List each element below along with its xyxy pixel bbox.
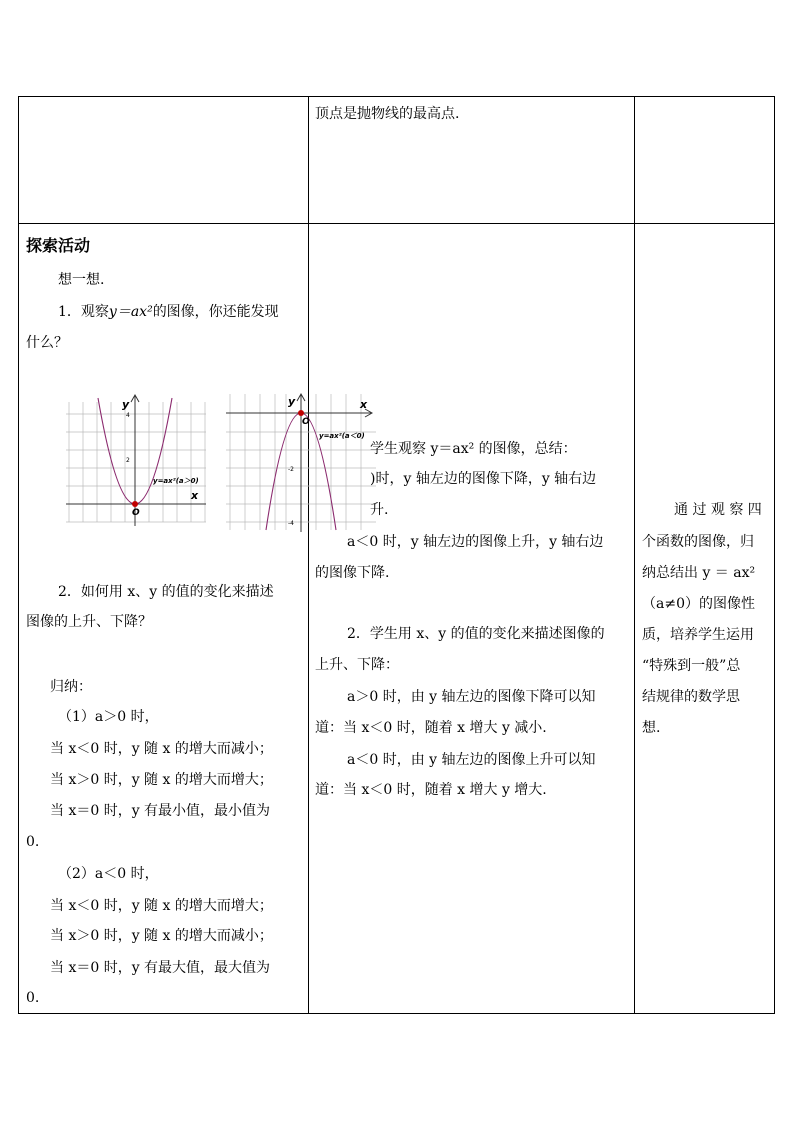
- table-border-col1: [308, 96, 309, 1014]
- q1-prefix: 1．观察: [58, 304, 109, 320]
- middle-para-2-line-2: 升.: [370, 502, 389, 518]
- middle-para-1: 学生观察 y＝ax² 的图像，总结：: [370, 441, 577, 457]
- middle-para-4-line-1: 2．学生用 x、y 的值的变化来描述图像的: [347, 626, 605, 642]
- middle-para-6-line-2: 道：当 x＜0 时，随着 x 增大 y 增大.: [315, 782, 547, 798]
- middle-para-2-line-1: )时，y 轴左边的图像下降，y 轴右边: [370, 471, 597, 487]
- graph1-x-label: x: [191, 489, 199, 502]
- summary-label: 归纳：: [50, 679, 92, 695]
- case-1-line-2: 当 x＞0 时，y 随 x 的增大而增大；: [50, 772, 273, 788]
- middle-para-5-line-2: 道：当 x＜0 时，随着 x 增大 y 减小.: [315, 720, 547, 736]
- row1-middle-text: 顶点是抛物线的最高点.: [315, 106, 460, 122]
- case-2-line-1: 当 x＜0 时，y 随 x 的增大而增大；: [50, 898, 273, 914]
- graph1-vertex-dot: [132, 501, 138, 507]
- table-border-col2: [634, 96, 635, 1014]
- right-line-6: “特殊到一般”总: [642, 658, 741, 674]
- q1-suffix: 的图像，你还能发现: [152, 304, 279, 320]
- table-border-top: [18, 96, 775, 97]
- graph1-tick-top: 4: [126, 412, 130, 419]
- right-line-7: 结规律的数学思: [642, 689, 740, 705]
- case-2-line-3: 当 x＝0 时，y 有最大值，最大值为: [50, 960, 271, 976]
- graph1-tick-mid: 2: [126, 457, 130, 464]
- graph2-y-label: y: [288, 395, 296, 408]
- middle-para-5-line-1: a＞0 时，由 y 轴左边的图像下降可以知: [347, 689, 596, 705]
- table-border-row-divider: [18, 223, 775, 224]
- right-line-3: 纳总结出 y ＝ ax²: [642, 565, 756, 581]
- section-heading: 探索活动: [26, 236, 91, 255]
- right-line-2: 个函数的图像，归: [642, 534, 754, 550]
- middle-para-3-line-1: a＜0 时，y 轴左边的图像上升，y 轴右边: [347, 534, 604, 550]
- right-line-1: 通 过 观 察 四: [674, 502, 762, 518]
- graph1-caption: y=ax²(a＞0): [153, 477, 199, 485]
- graph2-tick-bottom: -4: [288, 520, 294, 527]
- graph-parabola-up: [66, 394, 206, 529]
- graph2-x-label: x: [360, 398, 368, 411]
- case-2-line-2: 当 x＞0 时，y 随 x 的增大而减小；: [50, 928, 273, 944]
- q1-formula: y＝ax²: [108, 304, 153, 320]
- graph2-vertex-dot: [298, 410, 304, 416]
- question-2-line-1: 2．如何用 x、y 的值的变化来描述: [58, 584, 274, 600]
- middle-para-6-line-1: a＜0 时，由 y 轴左边的图像上升可以知: [347, 752, 596, 768]
- graph1-y-label: y: [122, 398, 130, 411]
- graph-parabola-down: [226, 392, 376, 532]
- question-1-line-1: [58, 302, 279, 322]
- question-1-line-2: 什么？: [26, 335, 68, 351]
- middle-para-3-line-2: 的图像下降.: [315, 565, 390, 581]
- question-2-line-2: 图像的上升、下降？: [26, 614, 152, 630]
- case-1-title: （1）a＞0 时，: [58, 709, 159, 725]
- right-line-8: 想.: [642, 720, 661, 736]
- graph2-tick-mid: -2: [288, 466, 294, 473]
- case-2-title: （2）a＜0 时，: [58, 866, 159, 882]
- graph2-origin-label: O: [302, 417, 310, 427]
- right-line-5: 质，培养学生运用: [642, 627, 754, 643]
- table-border-bottom: [18, 1013, 775, 1014]
- think-label: 想一想.: [58, 272, 105, 288]
- graph1-origin-label: O: [132, 508, 140, 518]
- right-line-4: （a≠0）的图像性: [642, 596, 755, 612]
- table-border-left: [18, 96, 19, 1014]
- case-2-line-4: 0.: [26, 990, 40, 1006]
- graph2-caption: y=ax²(a＜0): [319, 432, 365, 440]
- case-1-line-1: 当 x＜0 时，y 随 x 的增大而减小；: [50, 741, 273, 757]
- case-1-line-4: 0.: [26, 834, 40, 850]
- table-border-right: [774, 96, 775, 1014]
- middle-para-4-line-2: 上升、下降：: [315, 657, 399, 673]
- case-1-line-3: 当 x＝0 时，y 有最小值，最小值为: [50, 803, 271, 819]
